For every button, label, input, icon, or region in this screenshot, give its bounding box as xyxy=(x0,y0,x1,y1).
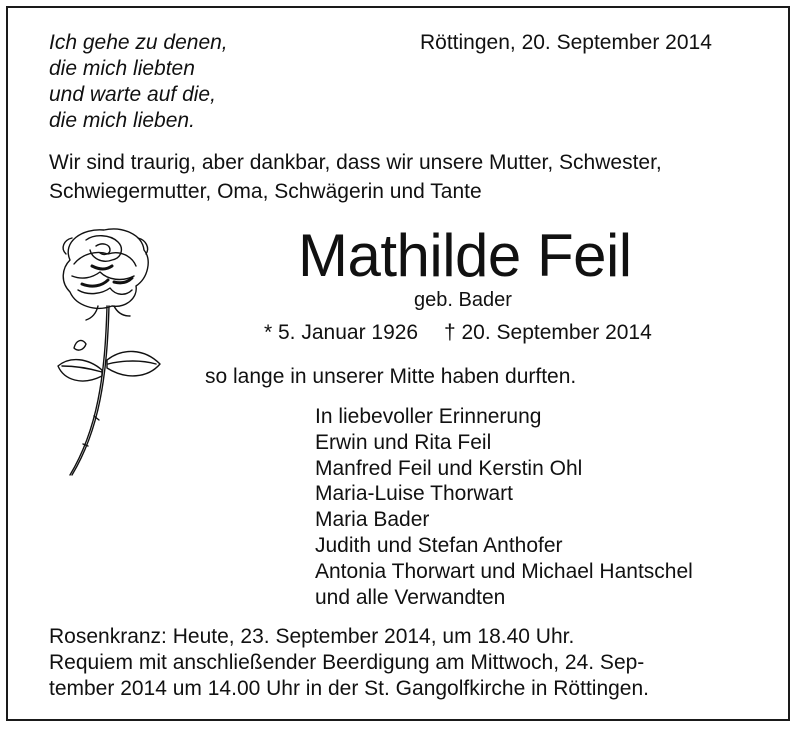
closing-text: so lange in unserer Mitte haben durften. xyxy=(205,365,577,388)
mourner-line: Manfred Feil und Kerstin Ohl xyxy=(315,456,583,480)
mourner-line: Erwin und Rita Feil xyxy=(315,430,492,454)
mourner-line: Judith und Stefan Anthofer xyxy=(315,533,563,557)
service-line: Rosenkranz: Heute, 23. September 2014, um 18.40 Uhr. xyxy=(49,625,575,648)
mourners-list xyxy=(315,404,693,610)
birth-date: * 5. Januar 1926 xyxy=(264,321,419,344)
deceased-name: Mathilde Feil xyxy=(298,222,632,289)
poem-line: die mich lieben. xyxy=(49,109,195,132)
mourner-line: In liebevoller Erinnerung xyxy=(315,405,542,428)
intro-line: Wir sind traurig, aber dankbar, dass wir unsere Mutter, Schwester, xyxy=(49,151,662,174)
mourner-line: Antonia Thorwart und Michael Hantschel xyxy=(315,559,693,583)
service-line: Requiem mit anschließender Beerdigung am Mittwoch, 24. Sep- xyxy=(49,651,645,674)
life-dates xyxy=(264,320,652,346)
rose-icon xyxy=(52,220,167,480)
poem xyxy=(49,30,228,134)
place-date: Röttingen, 20. September 2014 xyxy=(420,31,712,54)
service-line: tember 2014 um 14.00 Uhr in der St. Gangolfkirche in Röttingen. xyxy=(49,677,649,700)
poem-line: Ich gehe zu denen, xyxy=(49,31,228,54)
mourner-line: Maria Bader xyxy=(315,508,430,532)
poem-line: die mich liebten xyxy=(49,57,195,80)
maiden-name: geb. Bader xyxy=(414,289,512,311)
intro-line: Schwiegermutter, Oma, Schwägerin und Tante xyxy=(49,180,482,203)
mourner-line: Maria-Luise Thorwart xyxy=(315,482,514,506)
death-date: † 20. September 2014 xyxy=(443,321,652,344)
poem-line: und warte auf die, xyxy=(49,83,216,106)
service-details xyxy=(49,624,649,702)
intro-text xyxy=(49,148,789,206)
mourner-line: und alle Verwandten xyxy=(315,585,506,609)
